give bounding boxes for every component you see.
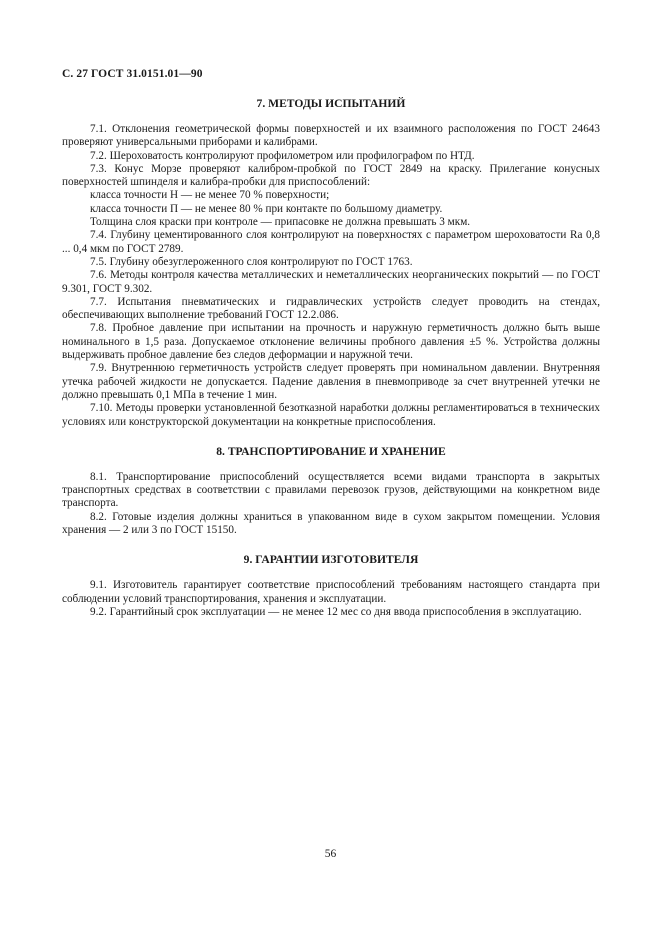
clause-7-4: 7.4. Глубину цементированного слоя контролируют на поверхностях с параметром шероховатости Ra 0,8 ... 0,4 мкм по ГОСТ 2789.	[62, 229, 600, 255]
section-9	[62, 553, 600, 619]
clause-9-1: 9.1. Изготовитель гарантирует соответствие приспособлений требованиям настоящего стандарта при соблюдении условий транспортирования, хранения и эксплуатации.	[62, 579, 600, 605]
clause-7-5: 7.5. Глубину обезуглероженного слоя контролируют по ГОСТ 1763.	[90, 255, 413, 268]
section-7	[62, 97, 600, 429]
clause-8-2: 8.2. Готовые изделия должны храниться в упакованном виде в сухом закрытом помещении. Условия хранения — 2 или 3 по ГОСТ 15150.	[62, 510, 600, 537]
clause-9-2: 9.2. Гарантийный срок эксплуатации — не менее 12 мес со дня ввода приспособления в эксплуатацию.	[90, 605, 582, 618]
section-title: 9. ГАРАНТИИ ИЗГОТОВИТЕЛЯ	[243, 553, 419, 567]
running-title: С. 27 ГОСТ 31.0151.01—90	[62, 68, 203, 80]
page-number: 56	[324, 848, 337, 860]
clause-8-1: 8.1. Транспортирование приспособлений осуществляется всеми видами транспорта в закрытых транспортных средствах в соответствии с правилами перевозок грузов, действующими на конкретном виде транспорта.	[62, 470, 600, 510]
document-body	[62, 97, 600, 619]
section-title: 8. ТРАНСПОРТИРОВАНИЕ И ХРАНЕНИЕ	[216, 444, 446, 458]
clause-7-2: 7.2. Шероховатость контролируют профилометром или профилографом по НТД.	[90, 149, 475, 162]
clause-7-3: 7.3. Конус Морзе проверяют калибром-пробкой по ГОСТ 2849 на краску. Прилегание конусных поверхностей шпинделя и калибра-пробки для приспособлений:	[62, 162, 600, 189]
clause-7-7: 7.7. Испытания пневматических и гидравлических устройств следует проводить на стендах, обеспечивающих выполнение требований ГОСТ 12.2.086.	[62, 295, 600, 322]
section-8	[62, 445, 600, 537]
clause-7-10: 7.10. Методы проверки установленной безотказной наработки должны регламентироваться в технических условиях или конструкторской документации на конкретные приспособления.	[62, 402, 600, 428]
clause-7-8: 7.8. Пробное давление при испытании на прочность и наружную герметичность должно быть выше номинального в 1,5 раза. Допускаемое отклонение величины пробного давления ±5 %. Устройства должны выдерживать пробное давление без следов деформации и наружной течи.	[62, 322, 600, 362]
section-spacer	[62, 429, 600, 445]
clause-7-3-class-n: класса точности Н — не менее 70 % поверхности;	[90, 189, 330, 202]
clause-7-9: 7.9. Внутреннюю герметичность устройств следует проверять при номинальном давлении. Внутренняя утечка рабочей жидкости не допускается. Падение давления в пневмоприводе за счет внутренней утечки не должно превышать 0,1 МПа в течение 1 мин.	[62, 362, 600, 401]
clause-7-6: 7.6. Методы контроля качества металлических и неметаллических неорганических покрытий — по ГОСТ 9.301, ГОСТ 9.302.	[62, 269, 600, 295]
clause-7-3-paint-layer: Толщина слоя краски при контроле — припасовке не должна превышать 3 мкм.	[90, 216, 471, 229]
clause-7-3-class-p: класса точности П — не менее 80 % при контакте по большому диаметру.	[90, 202, 443, 215]
section-spacer	[62, 537, 600, 553]
clause-7-1: 7.1. Отклонения геометрической формы поверхностей и их взаимного расположения по ГОСТ 24643 проверяют универсальными приборами и калибрами.	[62, 123, 600, 149]
section-title: 7. МЕТОДЫ ИСПЫТАНИЙ	[256, 97, 406, 110]
